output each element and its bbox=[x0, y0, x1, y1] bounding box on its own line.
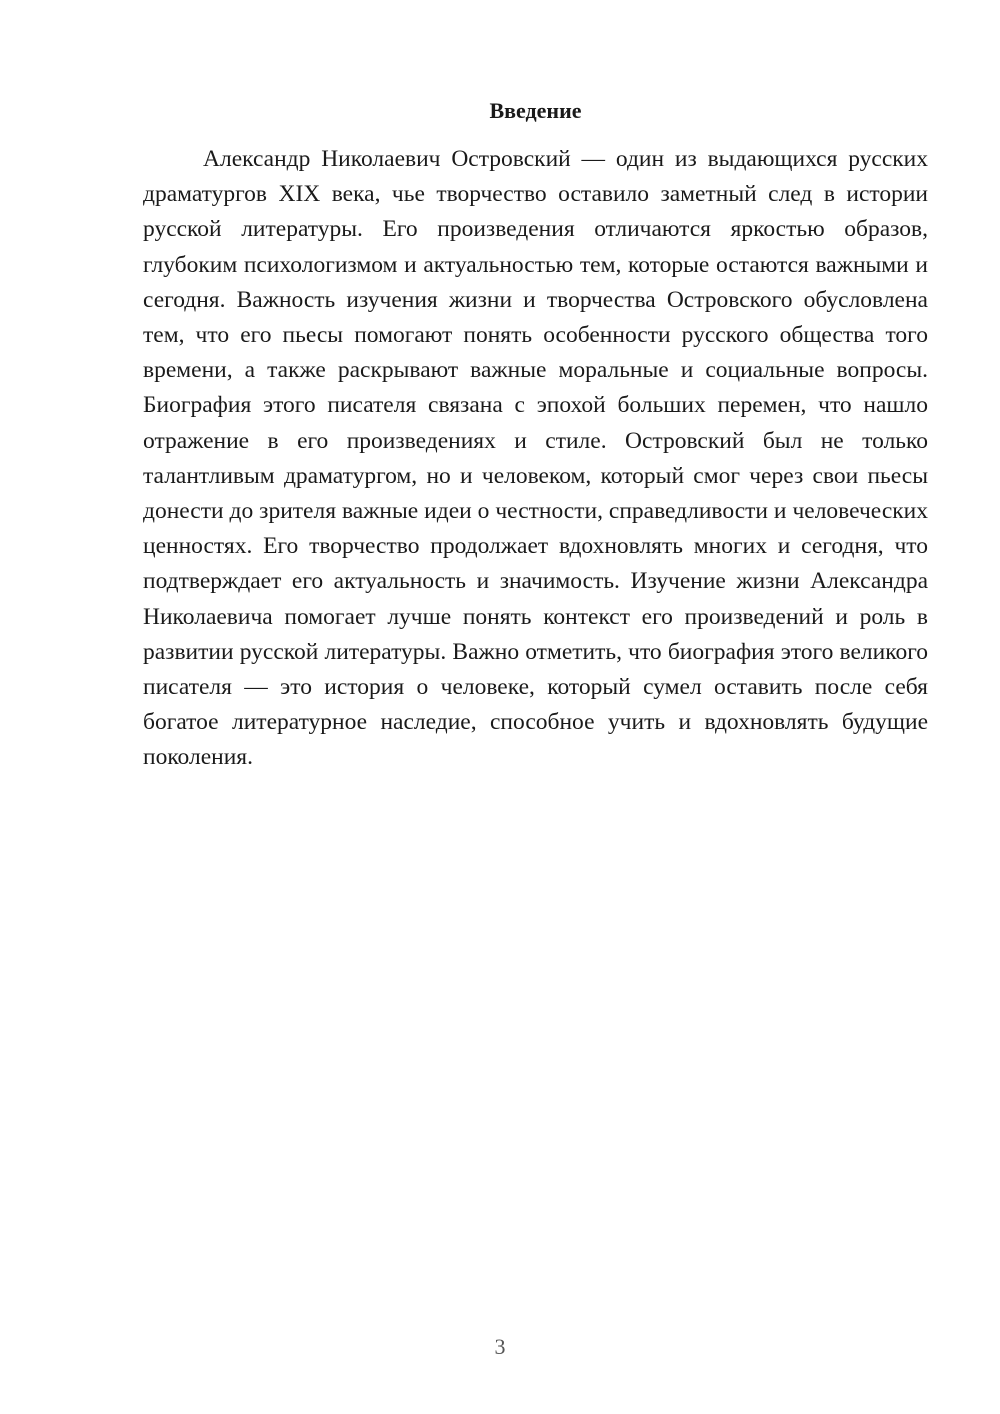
section-heading: Введение bbox=[489, 98, 582, 123]
page-number: 3 bbox=[494, 1334, 506, 1359]
introduction-paragraph: Александр Николаевич Островский — один из выдающихся русских драматургов XIX века, чье творчество оставило заметный след в истории русской литературы. Его произведения отличаются яркостью образов, глубоким психологизмом и актуальностью тем, которые остаются важными и сегодня. Важность изучения жизни и творчества Островского обусловлена тем, что его пьесы помогают понять особенности русского общества того времени, а также раскрывают важные моральные и социальные вопросы. Биография этого писателя связана с эпохой больших перемен, что нашло отражение в его произведениях и стиле. Островский был не только талантливым драматургом, но и человеком, который смог через свои пьесы донести до зрителя важные идеи о честности, справедливости и человеческих ценностях. Его творчество продолжает вдохновлять многих и сегодня, что подтверждает его актуальность и значимость. Изучение жизни Александра Николаевича помогает лучше понять контекст его произведений и роль в развитии русской литературы. Важно отметить, что биография этого великого писателя — это история о человеке, который сумел оставить после себя богатое литературное наследие, способное учить и вдохновлять будущие поколения. bbox=[143, 146, 928, 771]
